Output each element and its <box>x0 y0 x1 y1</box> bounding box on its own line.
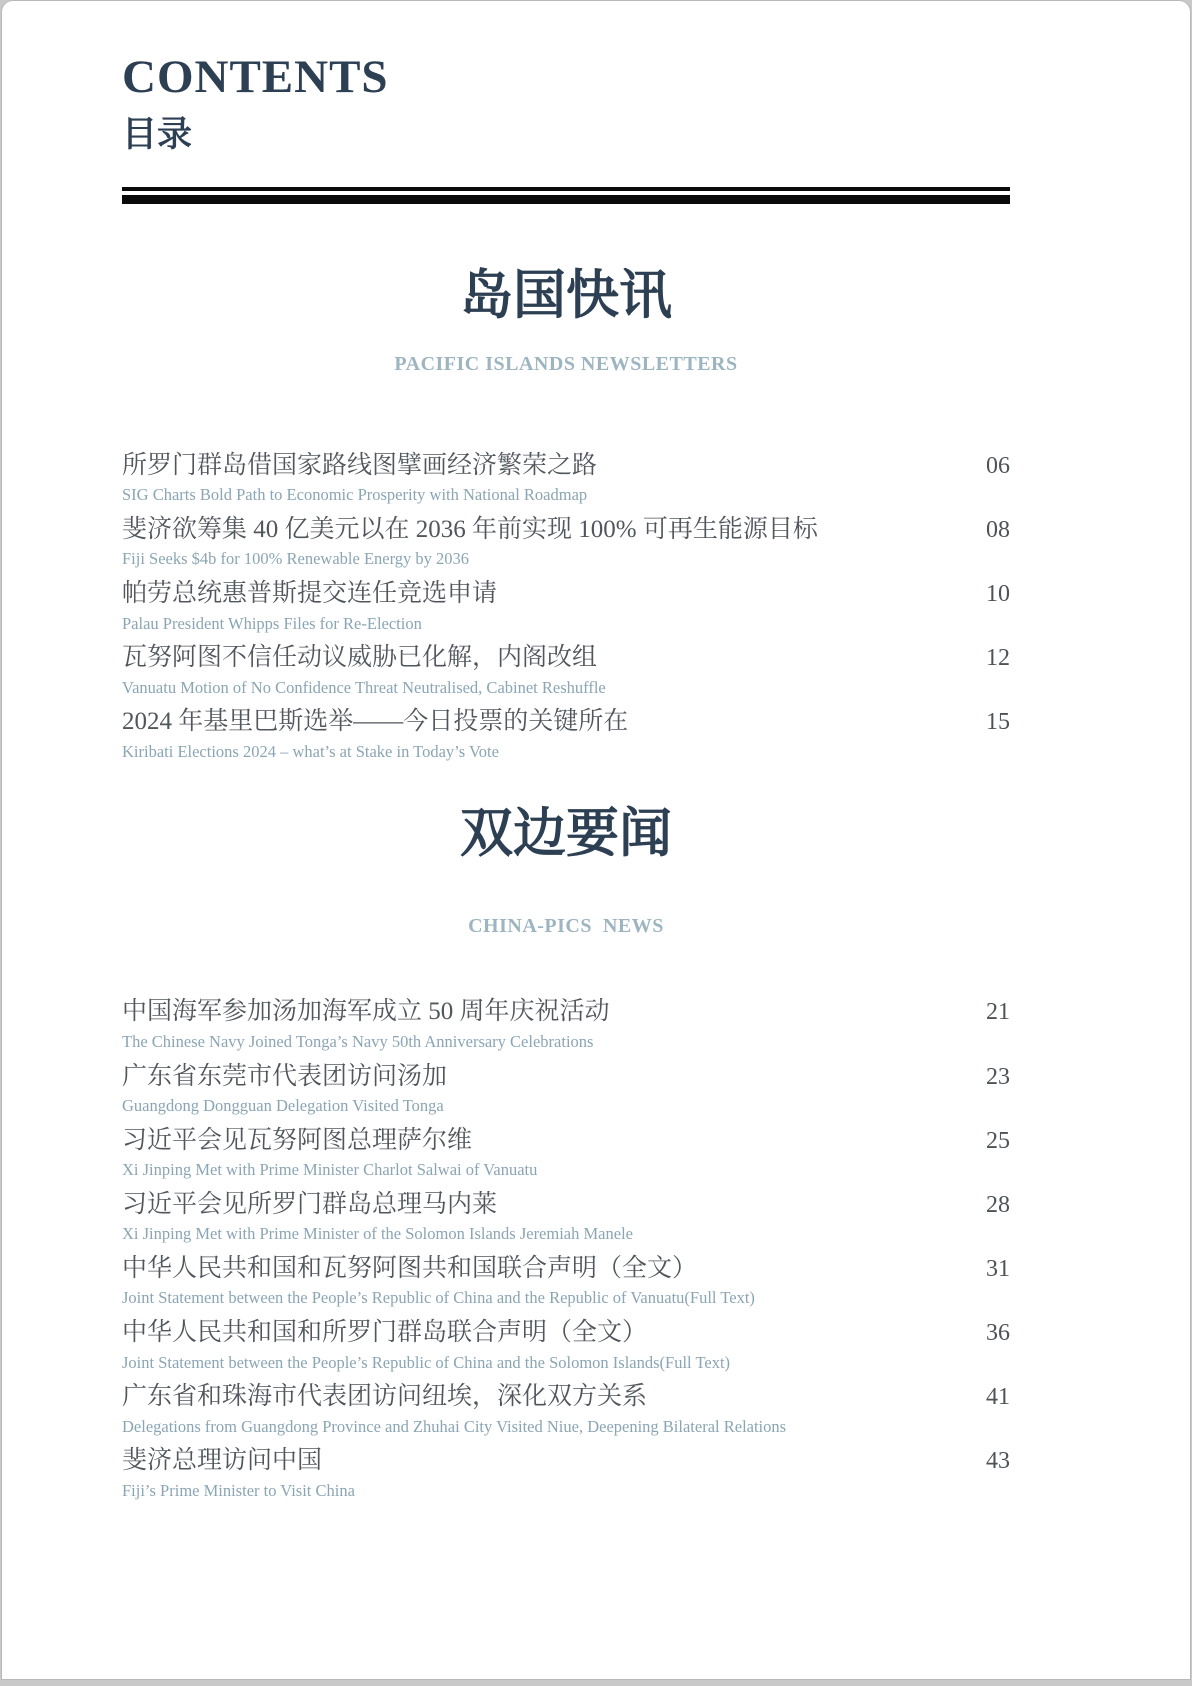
entry-title-en: Vanuatu Motion of No Confidence Threat Neutralised, Cabinet Reshuffle <box>122 677 606 697</box>
entry-text <box>122 578 966 634</box>
section-title-zh: 双边要闻 <box>460 805 672 864</box>
toc-entry <box>122 642 1010 698</box>
entry-text <box>122 1061 966 1117</box>
entry-title-zh: 瓦努阿图不信任动议威胁已化解，内阁改组 <box>122 644 598 672</box>
entry-title-zh: 中华人民共和国和所罗门群岛联合声明（全文） <box>122 1319 648 1347</box>
entry-title-en: Palau President Whipps Files for Re-Election <box>122 613 422 633</box>
toc-section <box>122 805 1010 1501</box>
entry-page-number: 28 <box>986 1191 1010 1218</box>
entry-title-zh: 中华人民共和国和瓦努阿图共和国联合声明（全文） <box>122 1254 698 1282</box>
entry-title-en: SIG Charts Bold Path to Economic Prosperity with National Roadmap <box>122 485 588 505</box>
entry-title-zh: 斐济欲筹集 40 亿美元以在 2036 年前实现 100% 可再生能源目标 <box>122 515 818 543</box>
entry-title-en: Guangdong Dongguan Delegation Visited Tonga <box>122 1096 444 1116</box>
entry-text <box>122 1445 966 1501</box>
toc-sections <box>122 266 1010 1502</box>
entry-title-zh: 习近平会见瓦努阿图总理萨尔维 <box>122 1126 473 1154</box>
entry-title-en: Delegations from Guangdong Province and Zhuhai City Visited Niue, Deepening Bilateral Relations <box>122 1416 787 1436</box>
entry-title-en: Joint Statement between the People’s Republic of China and the Solomon Islands(Full Text) <box>122 1352 731 1372</box>
entry-title-zh: 帕劳总统惠普斯提交连任竞选申请 <box>122 580 498 608</box>
entry-text <box>122 996 966 1052</box>
toc-entry <box>122 1445 1010 1501</box>
entry-text <box>122 1381 966 1437</box>
entry-text <box>122 642 966 698</box>
toc-entry <box>122 1381 1010 1437</box>
entry-title-en: The Chinese Navy Joined Tonga’s Navy 50th Anniversary Celebrations <box>122 1031 594 1051</box>
entry-text <box>122 706 966 762</box>
entry-page-number: 25 <box>986 1127 1010 1154</box>
entry-page-number: 06 <box>986 452 1010 479</box>
toc-entry <box>122 1189 1010 1245</box>
toc-entry <box>122 1253 1010 1309</box>
entry-page-number: 12 <box>986 645 1010 672</box>
section-title-zh: 岛国快讯 <box>460 266 672 325</box>
contents-page <box>1 0 1191 1680</box>
entry-text <box>122 450 966 506</box>
rule-thick-line <box>122 195 1010 204</box>
toc-entry <box>122 1125 1010 1181</box>
entry-page-number: 21 <box>986 999 1010 1026</box>
entry-title-en: Fiji’s Prime Minister to Visit China <box>122 1480 355 1500</box>
entry-title-zh: 广东省东莞市代表团访问汤加 <box>122 1062 448 1090</box>
toc-entry <box>122 996 1010 1052</box>
toc-entry <box>122 578 1010 634</box>
page-title-zh: 目录 <box>122 115 193 155</box>
page-title: CONTENTS <box>122 51 389 103</box>
entry-title-zh: 中国海军参加汤加海军成立 50 周年庆祝活动 <box>122 998 610 1026</box>
toc-section <box>122 266 1010 763</box>
entry-text <box>122 1189 966 1245</box>
entry-page-number: 43 <box>986 1448 1010 1475</box>
entry-title-zh: 2024 年基里巴斯选举——今日投票的关键所在 <box>122 708 629 736</box>
section-title-en: CHINA-PICS NEWS <box>468 915 664 938</box>
toc-entry <box>122 1061 1010 1117</box>
entry-text <box>122 1125 966 1181</box>
entry-title-zh: 习近平会见所罗门群岛总理马内莱 <box>122 1190 498 1218</box>
entry-page-number: 15 <box>986 709 1010 736</box>
entry-page-number: 36 <box>986 1320 1010 1347</box>
toc-entry <box>122 450 1010 506</box>
entry-text <box>122 1317 966 1373</box>
entry-text <box>122 1253 966 1309</box>
toc-entry <box>122 1317 1010 1373</box>
entry-title-zh: 所罗门群岛借国家路线图擘画经济繁荣之路 <box>122 451 598 479</box>
entry-page-number: 31 <box>986 1255 1010 1282</box>
page-header <box>122 1 1010 204</box>
entry-title-en: Xi Jinping Met with Prime Minister Charlot Salwai of Vanuatu <box>122 1160 538 1180</box>
entry-title-en: Joint Statement between the People’s Republic of China and the Republic of Vanuatu(Full Text) <box>122 1288 755 1308</box>
toc-entry <box>122 514 1010 570</box>
entry-text <box>122 514 966 570</box>
section-entries <box>122 996 1010 1501</box>
entry-page-number: 08 <box>986 516 1010 543</box>
entry-page-number: 23 <box>986 1063 1010 1090</box>
entry-title-zh: 斐济总理访问中国 <box>122 1447 323 1475</box>
entry-page-number: 41 <box>986 1384 1010 1411</box>
double-rule <box>122 187 1010 204</box>
entry-title-en: Fiji Seeks $4b for 100% Renewable Energy by 2036 <box>122 549 470 569</box>
entry-title-en: Kiribati Elections 2024 – what’s at Stake in Today’s Vote <box>122 741 499 761</box>
section-title-en: PACIFIC ISLANDS NEWSLETTERS <box>394 352 738 375</box>
entry-title-zh: 广东省和珠海市代表团访问纽埃，深化双方关系 <box>122 1383 648 1411</box>
section-entries <box>122 450 1010 763</box>
entry-page-number: 10 <box>986 581 1010 608</box>
entry-title-en: Xi Jinping Met with Prime Minister of the Solomon Islands Jeremiah Manele <box>122 1224 633 1244</box>
toc-entry <box>122 706 1010 762</box>
